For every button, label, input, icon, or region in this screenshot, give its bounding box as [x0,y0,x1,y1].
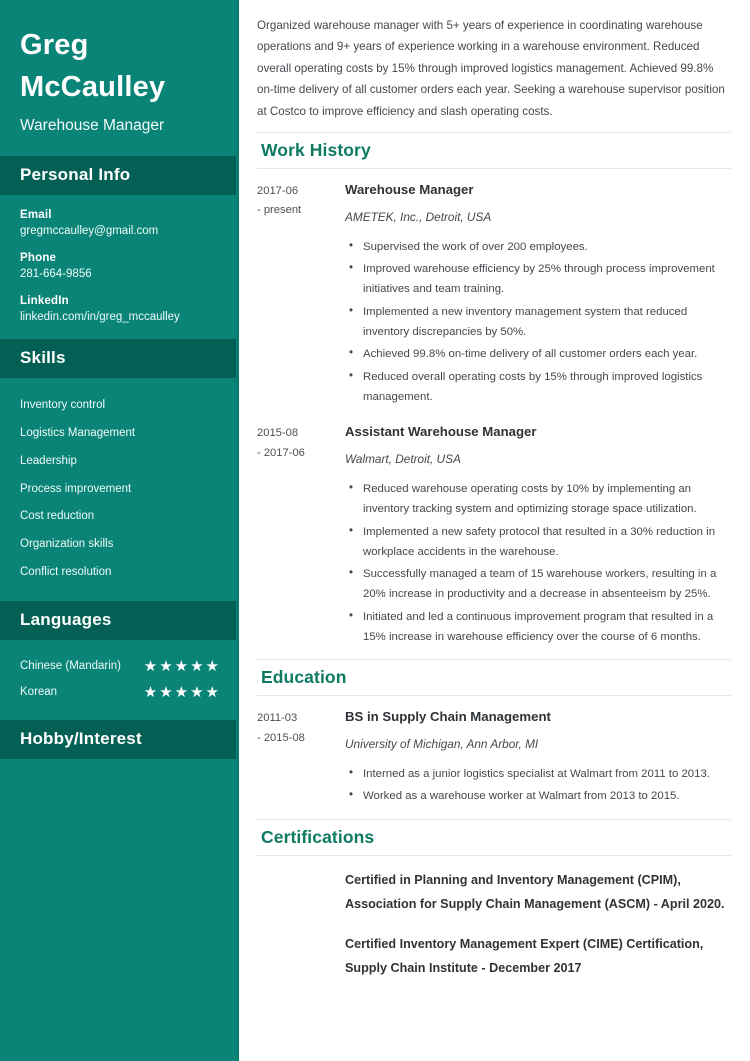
contact-label: LinkedIn [20,295,69,308]
contact-label: Email [20,209,52,222]
contact-label: Phone [20,252,57,265]
star-icon: ★ [143,683,158,701]
skill-item: Inventory control [20,399,106,412]
candidate-name [20,24,219,108]
language-name: Chinese (Mandarin) [20,660,121,673]
section-education [257,659,731,808]
sidebar-section-heading-hobby-interest: Hobby/Interest [0,720,239,759]
work-entry-role: Warehouse Manager [345,182,474,198]
contact-item-linkedin [20,295,219,323]
professional-summary: Organized warehouse manager with 5+ years of experience in coordinating warehouse operations and 9+ years of experience working in a warehouse environment. Reduced overall operating costs by 15% through improved logistics management. Achieved 99.8% on-time delivery of all customer orders each year. Seeking a warehouse supervisor position at Costco to improve efficiency and slash operating costs. [257,19,725,118]
personal-info-list [0,195,239,339]
sidebar-section-heading-personal-info: Personal Info [0,156,239,195]
languages-list [0,640,239,720]
star-icon: ★ [205,683,219,701]
language-row [20,654,219,680]
hobby-interest-list [0,759,239,803]
star-icon: ★ [205,657,219,675]
star-icon: ★ [190,657,204,675]
education-entry-school: University of Michigan, Ann Arbor, MI [345,737,539,752]
bullet: • Supervised the work of over 200 employees. [361,237,731,257]
bullet: • Reduced warehouse operating costs by 10% by implementing an inventory tracking system and optimizing storage space utilization. [361,479,731,520]
contact-value-phone[interactable]: 281-664-9856 [20,268,92,281]
candidate-job-title: Warehouse Manager [20,117,165,135]
bullet: • Interned as a junior logistics specialist at Walmart from 2011 to 2013. [361,764,731,784]
date-start: 2011-03 [257,712,298,725]
bullet: • Achieved 99.8% on-time delivery of all customer orders each year. [361,344,731,364]
work-entry-org: Walmart, Detroit, USA [345,452,461,467]
skill-item: Conflict resolution [20,566,112,579]
main-content [239,0,750,1061]
certification-gutter [257,932,343,981]
star-icon: ★ [174,657,189,675]
contact-item-email [20,209,219,237]
date-end: - 2015-08 [257,731,305,744]
work-entry-dates [257,423,343,649]
section-certifications [257,819,731,981]
certification-entry [257,932,731,981]
skills-list [0,378,239,601]
date-end: - 2017-06 [257,446,305,459]
section-title-wrap [257,659,731,696]
date-end: - present [257,204,302,217]
candidate-last-name: McCaulley [20,71,166,104]
section-title-work-history: Work History [261,140,371,161]
name-block [0,0,239,156]
certification-text: Certified in Planning and Inventory Management (CPIM), Association for Supply Chain Management (ASCM) - April 2020. [345,872,725,912]
language-rating-stars [144,685,219,700]
work-entry-org: AMETEK, Inc., Detroit, USA [345,210,492,225]
star-icon: ★ [143,657,158,675]
bullet: • Initiated and led a continuous improvement program that resulted in a 15% increase in warehouse efficiency over the course of 6 months. [361,607,731,648]
sidebar [0,0,239,1061]
skill-item: Logistics Management [20,427,136,440]
language-row [20,680,219,706]
candidate-first-name: Greg [20,29,89,61]
skill-item: Organization skills [20,538,114,551]
education-entry-body [343,708,731,808]
contact-value-email[interactable]: gregmccaulley@gmail.com [20,225,159,238]
work-entry-role: Assistant Warehouse Manager [345,424,537,440]
certification-gutter [257,868,343,917]
skill-item: Process improvement [20,482,132,495]
section-title-wrap [257,132,731,169]
bullet: • Implemented a new safety protocol that resulted in a 30% reduction in workplace accidents in the warehouse. [361,522,731,563]
bullet: • Implemented a new inventory management system that reduced inventory discrepancies by 50%. [361,302,731,343]
work-entry-bullets [345,479,731,647]
section-title-wrap [257,819,731,856]
education-entry-degree: BS in Supply Chain Management [345,709,551,725]
contact-value-linkedin[interactable]: linkedin.com/in/greg_mccaulley [20,311,180,324]
certification-text: Certified Inventory Management Expert (CIME) Certification, Supply Chain Institute - December 2017 [345,936,704,976]
work-entry-body [343,181,731,409]
skill-item: Leadership [20,454,77,467]
section-title-certifications: Certifications [261,826,375,847]
work-entry-dates [257,181,343,409]
education-entry [257,708,731,808]
sidebar-section-heading-skills: Skills [0,339,239,378]
certification-entry [257,868,731,917]
work-entry-body [343,423,731,649]
bullet: • Successfully managed a team of 15 warehouse workers, resulting in a 20% increase in productivity and a decrease in absenteeism by 25%. [361,564,731,605]
star-icon: ★ [159,683,173,701]
work-entry [257,181,731,409]
work-entry-bullets [345,237,731,407]
section-work-history [257,132,731,649]
bullet: • Reduced overall operating costs by 15% through improved logistics management. [361,367,731,408]
bullet: • Improved warehouse efficiency by 25% through process improvement initiatives and team training. [361,259,731,300]
section-title-education: Education [261,667,347,688]
star-icon: ★ [190,683,204,701]
star-icon: ★ [159,657,173,675]
education-entry-dates [257,708,343,808]
date-start: 2017-06 [257,185,299,198]
skill-item: Cost reduction [20,510,95,523]
contact-item-phone [20,252,219,280]
star-icon: ★ [174,683,189,701]
date-start: 2015-08 [257,427,299,440]
language-name: Korean [20,686,58,699]
education-entry-bullets [345,764,731,807]
language-rating-stars [144,659,219,674]
sidebar-section-heading-languages: Languages [0,601,239,640]
bullet: • Worked as a warehouse worker at Walmart from 2013 to 2015. [361,786,731,806]
work-entry [257,423,731,649]
